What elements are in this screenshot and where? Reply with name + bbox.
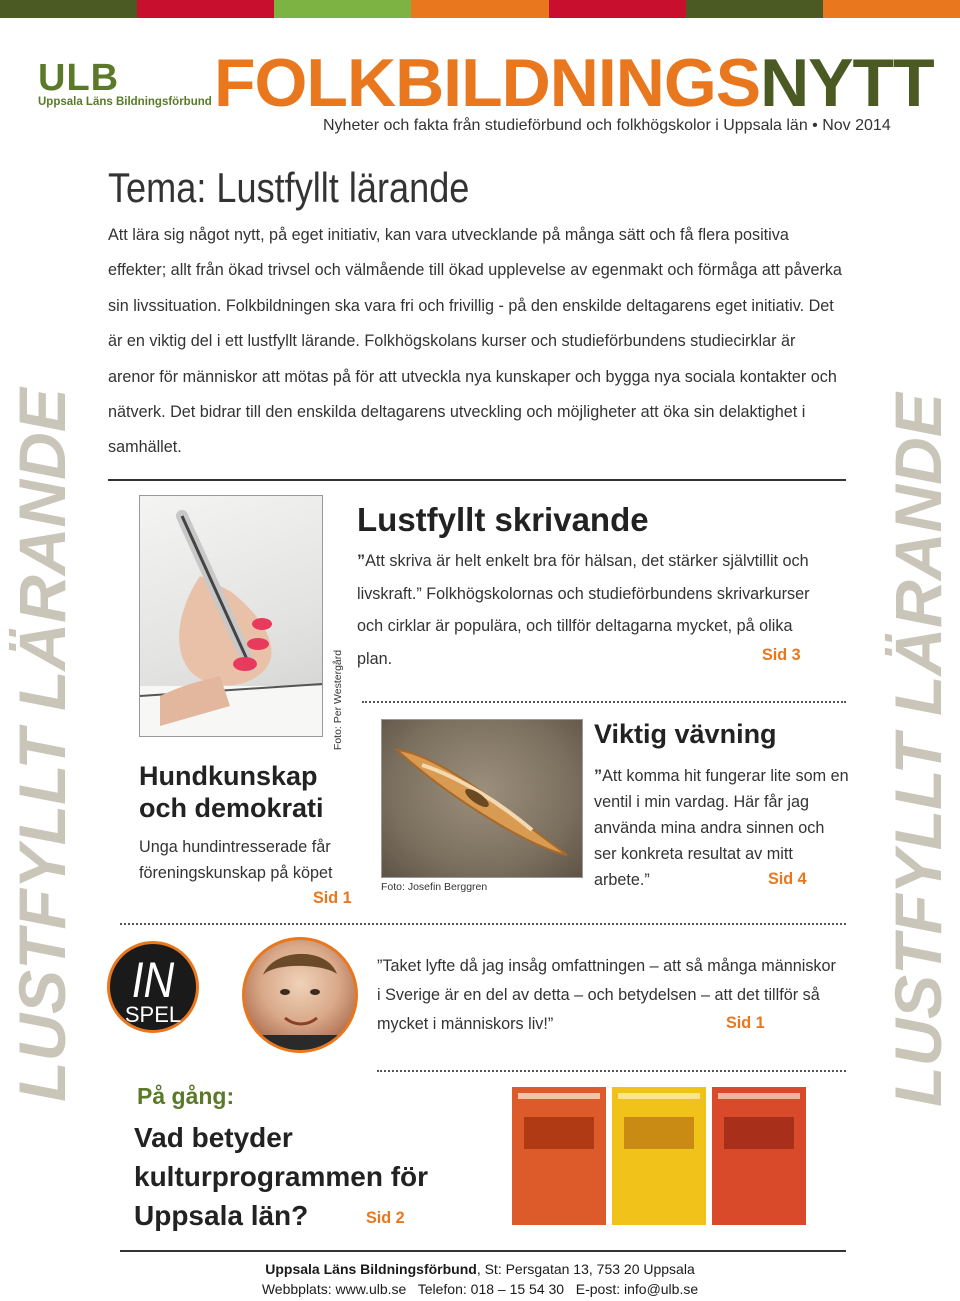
article-text-vavning (594, 763, 850, 893)
portrait-illustration (245, 940, 355, 1050)
pagang-label: På gång: (137, 1083, 235, 1109)
pagang-title: Vad betyder kulturprogrammen för Uppsala län? (134, 1122, 429, 1231)
ulb-logo: ULB (38, 57, 120, 99)
article-title-skrivande: Lustfyllt skrivande (357, 501, 649, 538)
newsletter-title (214, 40, 934, 126)
inspel-logo-in: IN (131, 952, 175, 1008)
footer-contact: Webbplats: www.ulb.se Telefon: 018 – 15 54 30 E-post: info@ulb.se (261, 1281, 699, 1297)
side-text-left: LUSTFYLLT LÄRANDE (5, 388, 79, 1102)
page-ref-pagang[interactable]: Sid 2 (366, 1209, 405, 1227)
footer-address (0, 1261, 960, 1277)
pen-hand-illustration (140, 496, 322, 736)
article-body-vavning: Att komma hit fungerar lite som en ventil i min vardag. Här får jag använda mina andra sinnen och ser konkreta resultat av mitt arbete.” (594, 767, 849, 889)
side-text-right: LUSTFYLLT LÄRANDE (881, 393, 955, 1107)
shuttle-illustration (382, 720, 582, 877)
article-body-hundkunskap: Unga hundintresserade får föreningskunskap på köpet (139, 838, 333, 882)
title-part-2: NYTT (760, 45, 934, 121)
page-ref-skrivande[interactable]: Sid 3 (762, 646, 801, 664)
color-segment (549, 0, 686, 18)
article-title-hundkunskap (139, 760, 324, 824)
report-cover (512, 1087, 606, 1225)
quote-mark: ” (357, 552, 366, 570)
divider (377, 1070, 846, 1072)
quote-mark: ” (594, 767, 603, 785)
color-segment (686, 0, 823, 18)
color-segment (137, 0, 274, 18)
color-segment (411, 0, 548, 18)
theme-title: Tema: Lustfyllt lärande (108, 164, 470, 211)
divider (120, 923, 846, 925)
inspel-logo (107, 941, 199, 1033)
divider (108, 479, 846, 481)
photo-credit-writing: Foto: Per Westergård (332, 649, 344, 751)
footer-address-text: , St: Persgatan 13, 753 20 Uppsala (476, 1261, 695, 1277)
article-text-skrivande (357, 545, 817, 675)
top-color-bar (0, 0, 960, 18)
inspel-quote: ”Taket lyfte då jag insåg omfattningen – att så många människor i Sverige är en del av detta – och betydelsen – att det tillför så mycket i människors liv!” (377, 957, 836, 1033)
report-cover (612, 1087, 706, 1225)
portrait-photo (242, 937, 358, 1053)
inspel-logo-spel: SPEL (124, 1002, 182, 1027)
report-cover (712, 1087, 806, 1225)
tagline: Nyheter och fakta från studieförbund och folkhögskolor i Uppsala län • Nov 2014 (323, 117, 891, 134)
title-line: och demokrati (139, 793, 324, 823)
divider (362, 701, 846, 703)
page-ref-vavning[interactable]: Sid 4 (768, 870, 807, 888)
article-body-skrivande: Att skriva är helt enkelt bra för hälsan, det stärker självtillit och livskraft.” Folkhögskolornas och studieförbundens skrivarkurser och cirklar är populära, och tillför deltagarna mycket, på olika plan. (357, 552, 810, 668)
ulb-full-name: Uppsala Läns Bildningsförbund (38, 96, 212, 108)
page-ref-inspel[interactable]: Sid 1 (726, 1014, 765, 1032)
footer-divider (120, 1250, 846, 1252)
photo-credit-weaving: Foto: Josefin Berggren (381, 881, 488, 893)
article-title-vavning: Viktig vävning (594, 719, 777, 749)
color-segment (0, 0, 137, 18)
title-line: Hundkunskap (139, 761, 318, 791)
title-part-1: FOLKBILDNINGS (214, 45, 761, 121)
writing-hand-photo (139, 495, 323, 737)
footer-org: Uppsala Läns Bildningsförbund (265, 1261, 477, 1277)
theme-intro: Att lära sig något nytt, på eget initiativ, kan vara utvecklande på många sätt och få flera positiva effekter; allt från ökad trivsel och välmående till ökad upplevelse av egenmakt och förmåga att påverka sin livssituation. Folkbildningen ska vara fri och frivillig - på den enskilde deltagarens eget initiativ. Det är en viktig del i ett lustfyllt lärande. Folkhögskolans kurser och studieförbundens studiecirklar är arenor för människor att mötas på för att utveckla nya kunskaper och bygga nya sociala kontakter och nätverk. Det bidrar till den enskilda deltagarens utveckling och möjligheter att öka sin delaktighet i samhället. (108, 226, 842, 457)
color-segment (274, 0, 411, 18)
color-segment (823, 0, 960, 18)
weaving-shuttle-photo (381, 719, 583, 878)
page-ref-hundkunskap[interactable]: Sid 1 (313, 889, 352, 907)
